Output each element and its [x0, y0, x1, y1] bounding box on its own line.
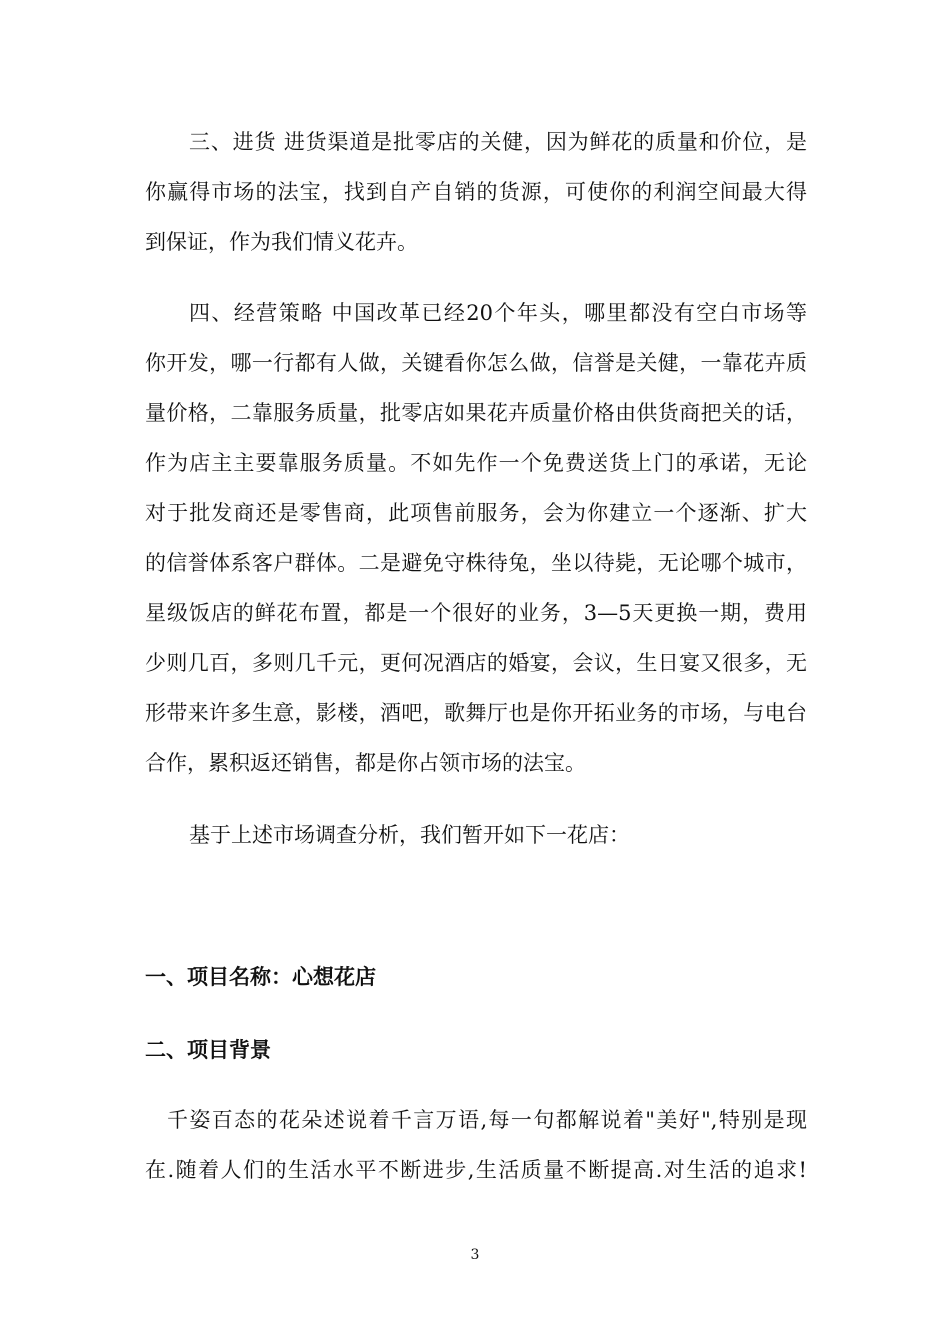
text-line: 合作，累积返还销售，都是你占领市场的法宝。: [145, 751, 586, 775]
text-line: 量价格，二靠服务质量，批零店如果花卉质量价格由供货商把关的话，: [145, 401, 807, 425]
text-line: 三、进货 进货渠道是批零店的关健，因为鲜花的质量和价位，是: [189, 130, 807, 154]
text-line: 少则几百，多则几千元，更何况酒店的婚宴，会议，生日宴又很多，无: [145, 651, 807, 675]
text-line: 千姿百态的花朵述说着千言万语,每一句都解说着"美好",特别是现: [167, 1108, 807, 1132]
text-line: 基于上述市场调查分析，我们暂开如下一花店：: [189, 823, 630, 847]
text-line: 四、经营策略 中国改革已经20个年头，哪里都没有空白市场等: [189, 301, 807, 325]
section-heading: 一、项目名称：心想花店: [145, 964, 376, 989]
text-line: 在.随着人们的生活水平不断进步,生活质量不断提高.对生活的追求!: [145, 1158, 807, 1182]
text-line: 的信誉体系客户群体。二是避免守株待兔，坐以待毙，无论哪个城市，: [145, 551, 807, 575]
text-line: 形带来许多生意，影楼，酒吧，歌舞厅也是你开拓业务的市场，与电台: [145, 701, 807, 725]
text-line: 对于批发商还是零售商，此项售前服务，会为你建立一个逐渐、扩大: [145, 501, 807, 525]
page-number: 3: [470, 1247, 480, 1263]
text-line: 你赢得市场的法宝，找到自产自销的货源，可使你的利润空间最大得: [145, 180, 807, 204]
text-line: 你开发，哪一行都有人做，关键看你怎么做，信誉是关健，一靠花卉质: [145, 351, 807, 375]
text-line: 作为店主主要靠服务质量。不如先作一个免费送货上门的承诺，无论: [145, 451, 807, 475]
text-line: 星级饭店的鲜花布置，都是一个很好的业务，3—5天更换一期，费用: [145, 601, 807, 625]
section-heading: 二、项目背景: [145, 1037, 271, 1062]
text-line: 到保证，作为我们情义花卉。: [145, 230, 418, 254]
